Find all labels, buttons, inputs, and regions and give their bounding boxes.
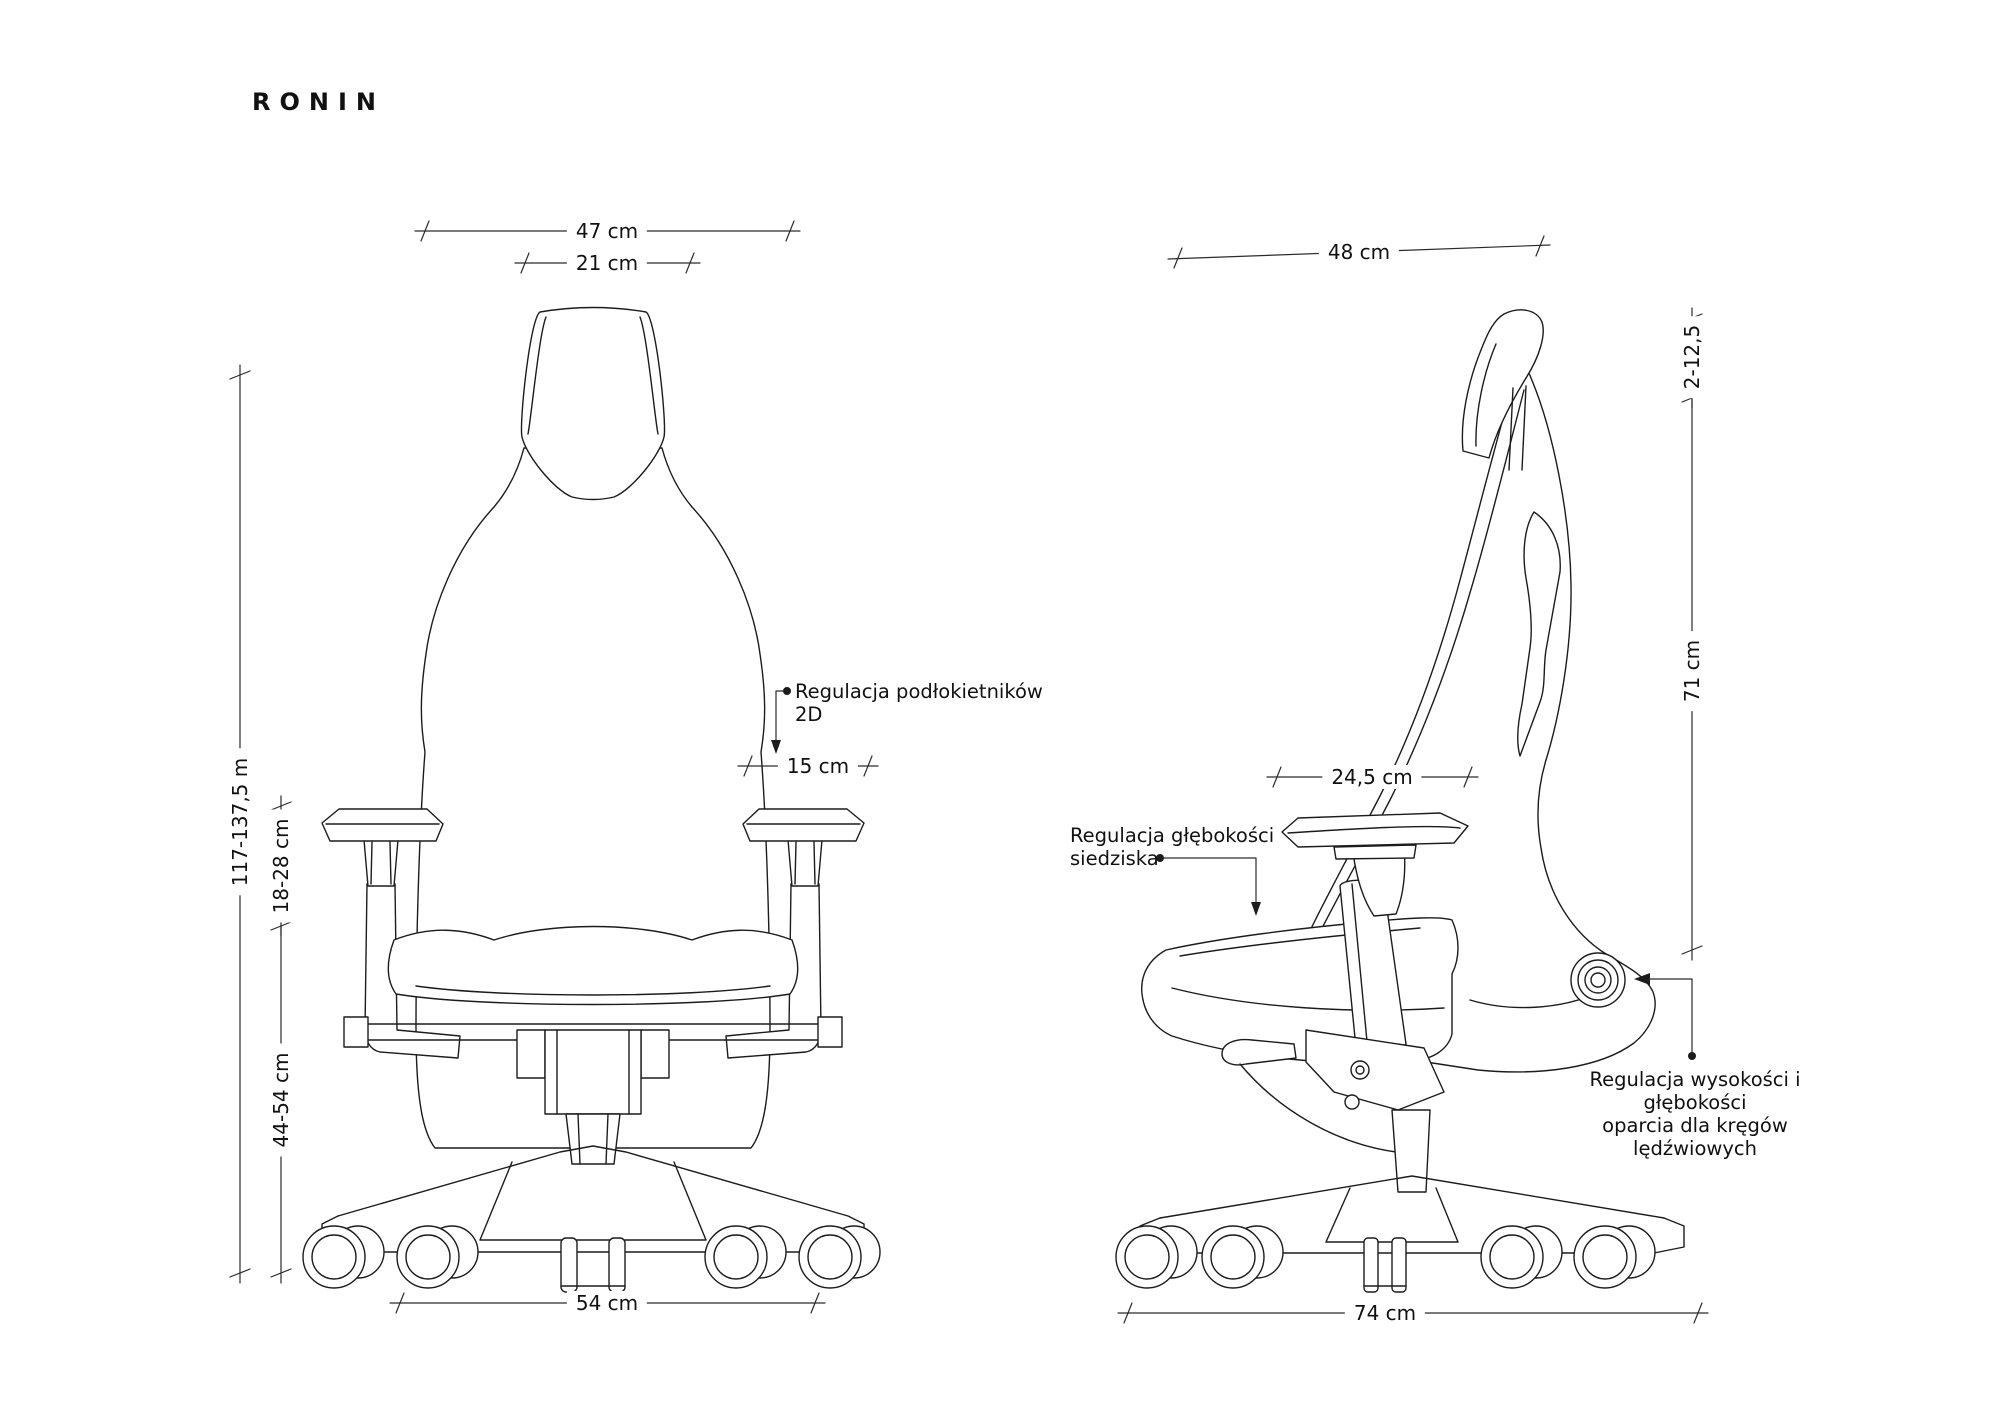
dim-label-armrest-height-range: 18-28 cm [269, 810, 293, 923]
dim-label-seat-back-depth: 48 cm [1319, 240, 1399, 264]
annotation-lumbar-line2: oparcia dla kręgów lędźwiowych [1602, 1114, 1788, 1160]
annotation-lumbar [1550, 1068, 1840, 1160]
dim-label-backrest-height: 71 cm [1680, 631, 1704, 711]
annotation-seat-depth-line2: siedziska [1070, 847, 1159, 870]
dim-label-armrest-pad-width: 15 cm [778, 754, 858, 778]
caster [1574, 1226, 1655, 1288]
caster [1481, 1226, 1562, 1288]
dim-label-backrest-width: 47 cm [567, 219, 647, 243]
dim-label-height-range: 117-137,5 m [228, 749, 252, 896]
annotation-armrest-2d [795, 680, 1043, 726]
caster [397, 1226, 478, 1288]
caster [799, 1226, 880, 1288]
caster [1116, 1226, 1197, 1288]
annotation-armrest-2d-line2: 2D [795, 703, 823, 726]
caster [303, 1226, 384, 1288]
dim-label-headrest-adjust-range: 2-12,5 [1680, 316, 1704, 398]
annotation-lumbar-line1: Regulacja wysokości i głębokości [1589, 1068, 1801, 1114]
dim-label-base-width: 54 cm [567, 1291, 647, 1315]
front-view-chair-drawing [303, 308, 880, 1293]
annotation-armrest-2d-line1: Regulacja podłokietników [795, 680, 1043, 703]
annotation-seat-depth-line1: Regulacja głębokości [1070, 824, 1275, 847]
dim-label-base-depth: 74 cm [1345, 1301, 1425, 1325]
caster [1202, 1226, 1283, 1288]
annotation-seat-depth [1070, 824, 1274, 870]
dim-label-headrest-width: 21 cm [567, 251, 647, 275]
caster [705, 1226, 786, 1288]
dim-label-seat-height-range: 44-54 cm [269, 1044, 293, 1157]
dim-label-armrest-pad-depth: 24,5 cm [1322, 765, 1421, 789]
brand-logo: RONIN [252, 88, 385, 116]
